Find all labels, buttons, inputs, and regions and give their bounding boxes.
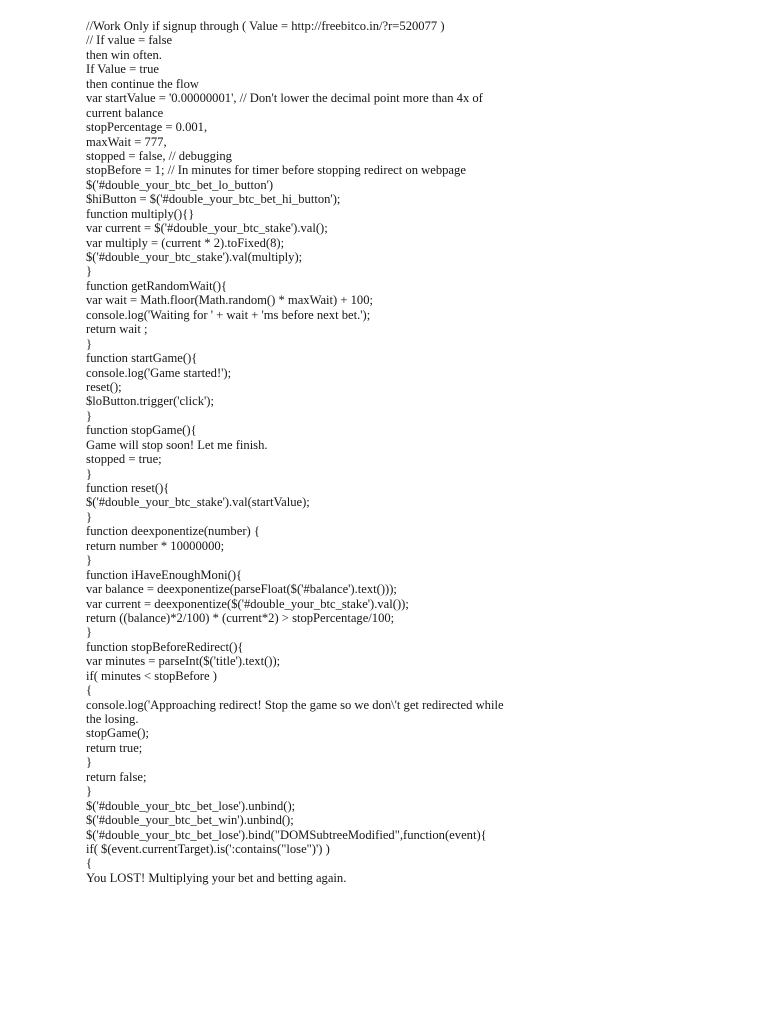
code-line: // If value = false	[86, 33, 173, 48]
code-line: $('#double_your_btc_stake').val(multiply);	[86, 250, 303, 264]
code-line: }	[86, 784, 93, 799]
code-line: }	[86, 336, 93, 351]
code-line: stopped = true;	[86, 452, 162, 467]
code-line: Game will stop soon! Let me finish.	[86, 437, 268, 452]
code-line: If Value = true	[86, 62, 159, 77]
code-line: function iHaveEnoughMoni(){	[86, 567, 243, 582]
code-line: }	[86, 408, 93, 423]
code-line: function deexponentize(number) {	[86, 524, 260, 539]
code-line: return number * 10000000;	[86, 538, 225, 553]
code-line: $('#double_your_btc_bet_win').unbind();	[86, 813, 294, 828]
code-line: {	[86, 856, 93, 871]
code-line: $('#double_your_btc_bet_lose').unbind();	[86, 798, 296, 813]
code-line: }	[86, 625, 93, 640]
code-line: current balance	[86, 105, 164, 120]
code-line: then continue the flow	[86, 76, 199, 91]
code-line: console.log('Waiting for ' + wait + 'ms before next bet.');	[86, 307, 371, 322]
code-line: return true;	[86, 740, 143, 755]
code-listing	[86, 19, 506, 885]
code-line: console.log('Game started!');	[86, 365, 232, 380]
code-line: }	[86, 509, 93, 524]
code-line: function startGame(){	[86, 351, 198, 366]
code-line: var minutes = parseInt($('title').text());	[86, 654, 281, 669]
code-line: return false;	[86, 769, 147, 784]
code-line: var multiply = (current * 2).toFixed(8);	[86, 235, 285, 250]
code-line: maxWait = 777,	[86, 134, 167, 149]
code-line: reset();	[86, 379, 122, 394]
code-line: function multiply(){}	[86, 206, 195, 221]
code-line: var current = deexponentize($('#double_your_btc_stake').val());	[86, 596, 409, 611]
code-line: //Work Only if signup through ( Value = http://freebitco.in/?r=520077 )	[86, 19, 445, 33]
code-line: console.log('Approaching redirect! Stop the game so we don\'t get redirected while	[86, 697, 504, 712]
code-line: $loButton.trigger('click');	[86, 394, 214, 409]
code-line: var current = $('#double_your_btc_stake').val();	[86, 221, 328, 236]
code-line: }	[86, 264, 93, 279]
code-line: the losing.	[86, 712, 139, 726]
code-line: You LOST! Multiplying your bet and betting again.	[86, 870, 347, 885]
code-line: stopGame();	[86, 726, 149, 741]
code-line: }	[86, 553, 93, 568]
code-line: stopPercentage = 0.001,	[86, 120, 208, 135]
code-line: then win often.	[86, 47, 162, 62]
code-line: function stopGame(){	[86, 423, 197, 438]
code-line: $hiButton = $('#double_your_btc_bet_hi_button');	[86, 192, 341, 207]
code-line: }	[86, 466, 93, 481]
code-line: return wait ;	[86, 322, 148, 337]
code-line: if( minutes < stopBefore )	[86, 668, 217, 683]
code-line: var wait = Math.floor(Math.random() * maxWait) + 100;	[86, 293, 374, 308]
code-line: var startValue = '0.00000001', // Don't lower the decimal point more than 4x of	[86, 91, 483, 106]
code-line: return ((balance)*2/100) * (current*2) > stopPercentage/100;	[86, 610, 395, 625]
code-line: if( $(event.currentTarget).is(':contains("lose")') )	[86, 841, 330, 856]
code-line: function stopBeforeRedirect(){	[86, 639, 244, 654]
code-line: function reset(){	[86, 481, 170, 495]
code-line: $('#double_your_btc_bet_lose').bind("DOMSubtreeModified",function(event){	[86, 827, 487, 842]
code-line: {	[86, 683, 93, 698]
code-line: $('#double_your_btc_bet_lo_button')	[86, 177, 274, 192]
code-line: function getRandomWait(){	[86, 278, 228, 293]
code-line: var balance = deexponentize(parseFloat($('#balance').text()));	[86, 582, 397, 597]
code-line: $('#double_your_btc_stake').val(startValue);	[86, 495, 310, 510]
code-line: }	[86, 755, 93, 770]
code-line: stopped = false, // debugging	[86, 148, 232, 163]
code-line: stopBefore = 1; // In minutes for timer before stopping redirect on webpage	[86, 163, 466, 178]
